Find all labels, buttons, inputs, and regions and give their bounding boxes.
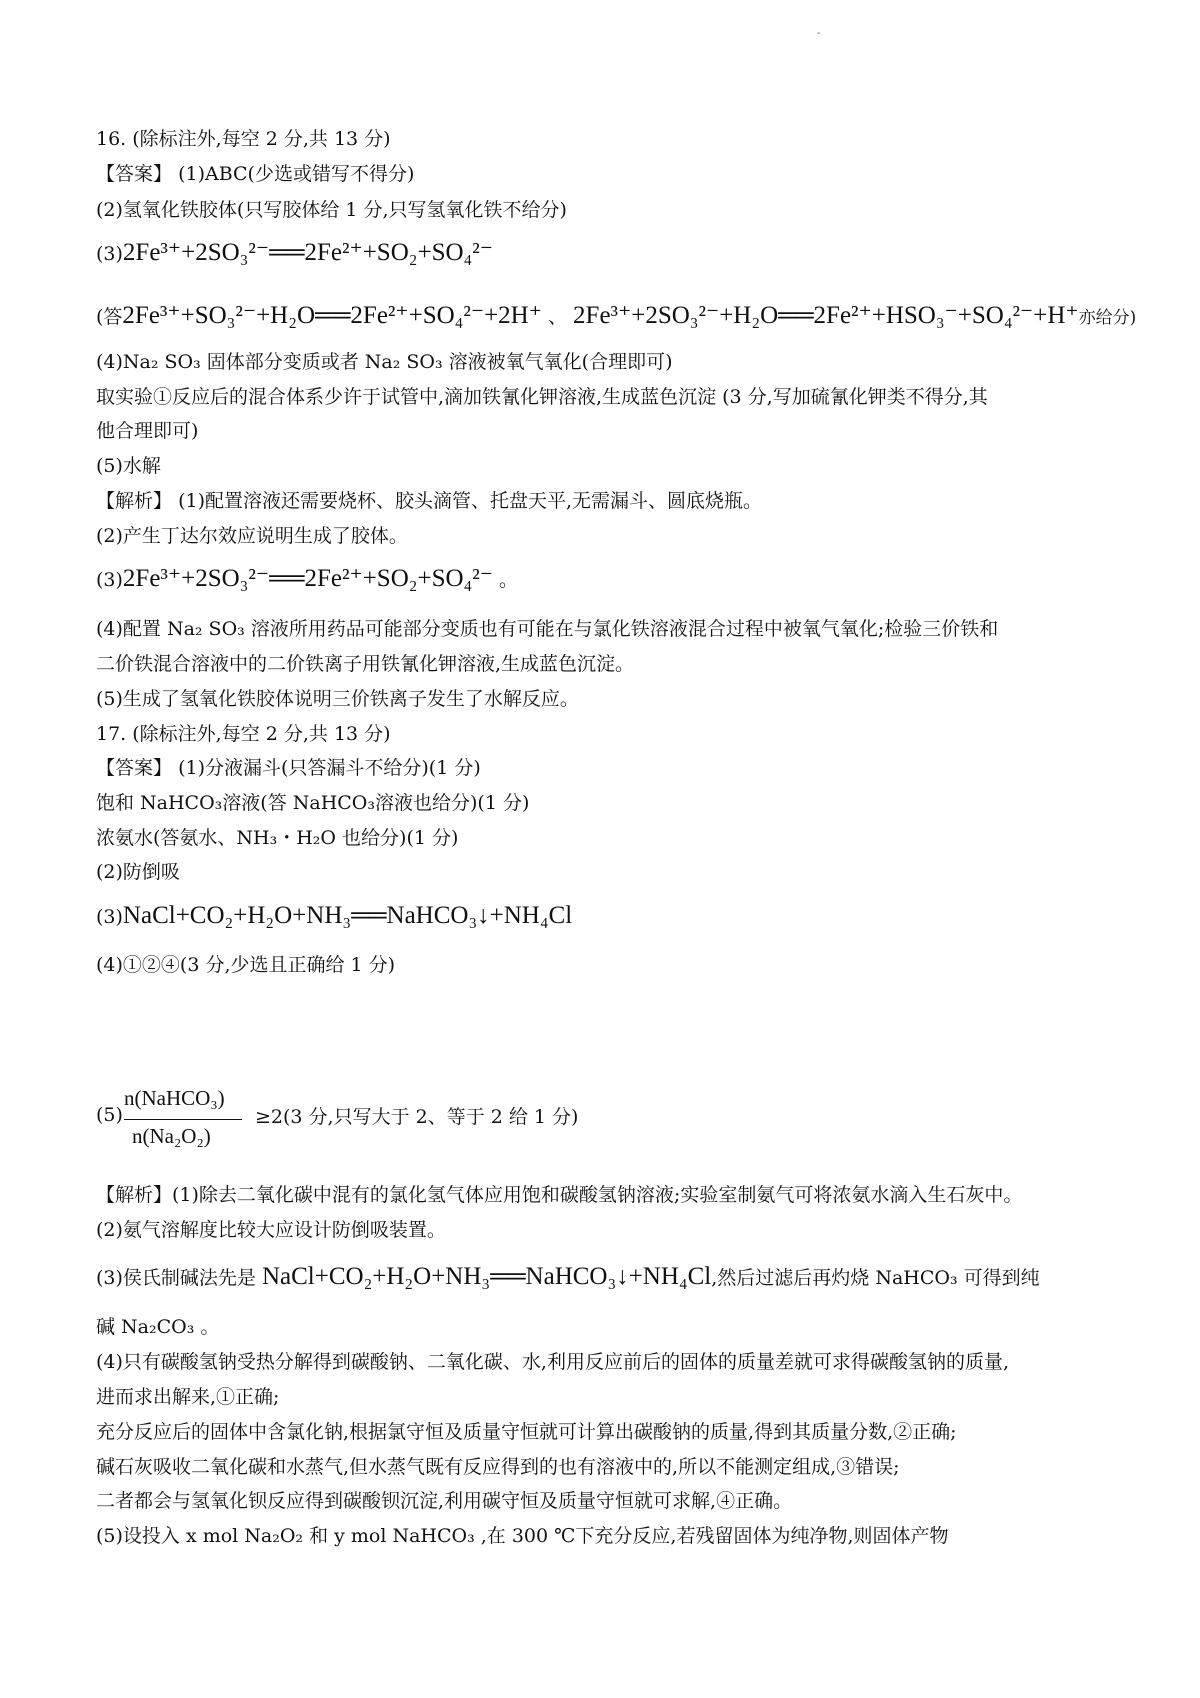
q16-explain-3-end: 。 (498, 569, 518, 591)
q16-explain-3 (96, 566, 518, 593)
q16-answer-3-equation: 2Fe³⁺+2SO₃²⁻══2Fe²⁺+SO₂+SO₄²⁻ (122, 239, 493, 266)
q16-answer-4-line-2: 取实验①反应后的混合体系少许于试管中,滴加铁氰化钾溶液,生成蓝色沉淀 (3 分,写加硫氰化钾类不得分,其 (96, 386, 988, 408)
q16-answer-line-1 (96, 161, 414, 187)
fraction-numerator: n(NaHCO₃) (124, 1086, 225, 1110)
q16-answer-tag: 【答案】 (96, 163, 173, 185)
q17-answer-5-prefix: (5) (96, 1104, 123, 1126)
q17-explain-5: (5)设投入 x mol Na₂O₂ 和 y mol NaHCO₃ ,在 300 ℃下充分反应,若残留固体为纯净物,则固体产物 (96, 1525, 949, 1547)
q17-answer-1: (1)分液漏斗(只答漏斗不给分)(1 分) (178, 757, 481, 779)
q17-answer-2: (2)防倒吸 (96, 861, 180, 883)
q17-answer-3-equation: NaCl+CO₂+H₂O+NH₃══NaHCO₃↓+NH₄Cl (122, 902, 573, 929)
q16-answer-4: (4)Na₂ SO₃ 固体部分变质或者 Na₂ SO₃ 溶液被氧气氧化(合理即可) (96, 351, 673, 373)
q16-explain-1: (1)配置溶液还需要烧杯、胶头滴管、托盘天平,无需漏斗、圆底烧瓶。 (178, 490, 763, 512)
q16-alt-open: (答 (96, 306, 123, 328)
fraction-bar (124, 1119, 242, 1120)
q17-explain-4-line-5: 二者都会与氢氧化钡反应得到碳酸钡沉淀,利用碳守恒及质量守恒就可求解,④正确。 (96, 1490, 793, 1512)
q16-answer-3-alternatives (96, 303, 1136, 331)
q16-answer-3 (96, 240, 493, 267)
q16-explain-3-equation: 2Fe³⁺+2SO₃²⁻══2Fe²⁺+SO₂+SO₄²⁻ (122, 565, 493, 592)
q17-answer-line-1 (96, 755, 481, 781)
q17-explain-1: (1)除去二氧化碳中混有的氯化氢气体应用饱和碳酸氢钠溶液;实验室制氨气可将浓氨水滴入生石灰中。 (172, 1184, 1023, 1206)
q17-answer-5-rest: ≥2(3 分,只写大于 2、等于 2 给 1 分) (255, 1106, 579, 1128)
q17-header: 17. (除标注外,每空 2 分,共 13 分) (96, 723, 391, 745)
q17-explain-4-line-2: 进而求出解来,①正确; (96, 1386, 280, 1408)
q16-explain-5: (5)生成了氢氧化铁胶体说明三价铁离子发生了水解反应。 (96, 688, 579, 710)
q17-answer-tag: 【答案】 (96, 757, 173, 779)
q16-answer-5: (5)水解 (96, 455, 161, 477)
q17-explain-tag: 【解析】 (96, 1184, 173, 1206)
q17-answer-1-line-2: 饱和 NaHCO₃溶液(答 NaHCO₃溶液也给分)(1 分) (96, 792, 530, 814)
q16-alt-equation-2: 2Fe³⁺+2SO₃²⁻+H₂O══2Fe²⁺+HSO₃⁻+SO₄²⁻+H⁺ (573, 302, 1079, 329)
q16-alt-equation-1: 2Fe³⁺+SO₃²⁻+H₂O══2Fe²⁺+SO₄²⁻+2H⁺ (122, 302, 542, 329)
q16-answer-2: (2)氢氧化铁胶体(只写胶体给 1 分,只写氢氧化铁不给分) (96, 199, 567, 221)
q17-answer-3-prefix: (3) (96, 906, 123, 928)
q17-explain-4-line-3: 充分反应后的固体中含氯化钠,根据氯守恒及质量守恒就可计算出碳酸钠的质量,得到其质量分数,②正确; (96, 1421, 957, 1443)
q16-header: 16. (除标注外,每空 2 分,共 13 分) (96, 128, 391, 150)
q17-answer-4: (4)①②④(3 分,少选且正确给 1 分) (96, 954, 396, 976)
q16-explain-4-line-1: (4)配置 Na₂ SO₃ 溶液所用药品可能部分变质也有可能在与氯化铁溶液混合过程中被氧气氧化;检验三价铁和 (96, 618, 999, 640)
q17-explain-4-line-1: (4)只有碳酸氢钠受热分解得到碳酸钠、二氧化碳、水,利用反应前后的固体的质量差就可求得碳酸氢钠的质量, (96, 1351, 1009, 1373)
q17-explain-3 (96, 1264, 1040, 1291)
q16-explain-tag: 【解析】 (96, 490, 173, 512)
q17-answer-5-fraction (96, 1086, 246, 1156)
q17-answer-1-line-3: 浓氨水(答氨水、NH₃・H₂O 也给分)(1 分) (96, 827, 459, 849)
q16-explain-4-line-2: 二价铁混合溶液中的二价铁离子用铁氰化钾溶液,生成蓝色沉淀。 (96, 653, 635, 675)
q16-explain-line-1 (96, 488, 762, 514)
q16-alt-close: 亦给分) (1078, 308, 1137, 328)
q16-explain-2: (2)产生丁达尔效应说明生成了胶体。 (96, 525, 408, 547)
q16-alt-separator: 、 (547, 306, 567, 328)
top-mark: - (817, 28, 821, 39)
q17-explain-3-prefix: (3)侯氏制碱法先是 (96, 1267, 256, 1289)
fraction-denominator: n(Na₂O₂) (132, 1124, 211, 1148)
q17-explain-3-suffix: ,然后过滤后再灼烧 NaHCO₃ 可得到纯 (711, 1267, 1040, 1289)
q17-answer-3 (96, 903, 572, 930)
q16-answer-4-line-3: 他合理即可) (96, 420, 199, 442)
q17-explain-4-line-4: 碱石灰吸收二氧化碳和水蒸气,但水蒸气既有反应得到的也有溶液中的,所以不能测定组成,③错误; (96, 1456, 900, 1478)
q16-answer-3-prefix: (3) (96, 243, 123, 265)
q17-explain-2: (2)氨气溶解度比较大应设计防倒吸装置。 (96, 1219, 446, 1241)
q17-explain-line-1 (96, 1182, 1022, 1208)
q17-explain-3-equation: NaCl+CO₂+H₂O+NH₃══NaHCO₃↓+NH₄Cl (261, 1263, 712, 1290)
q16-answer-1: (1)ABC(少选或错写不得分) (178, 163, 415, 185)
q16-explain-3-prefix: (3) (96, 569, 123, 591)
q17-explain-3-line-2: 碱 Na₂CO₃ 。 (96, 1316, 220, 1338)
